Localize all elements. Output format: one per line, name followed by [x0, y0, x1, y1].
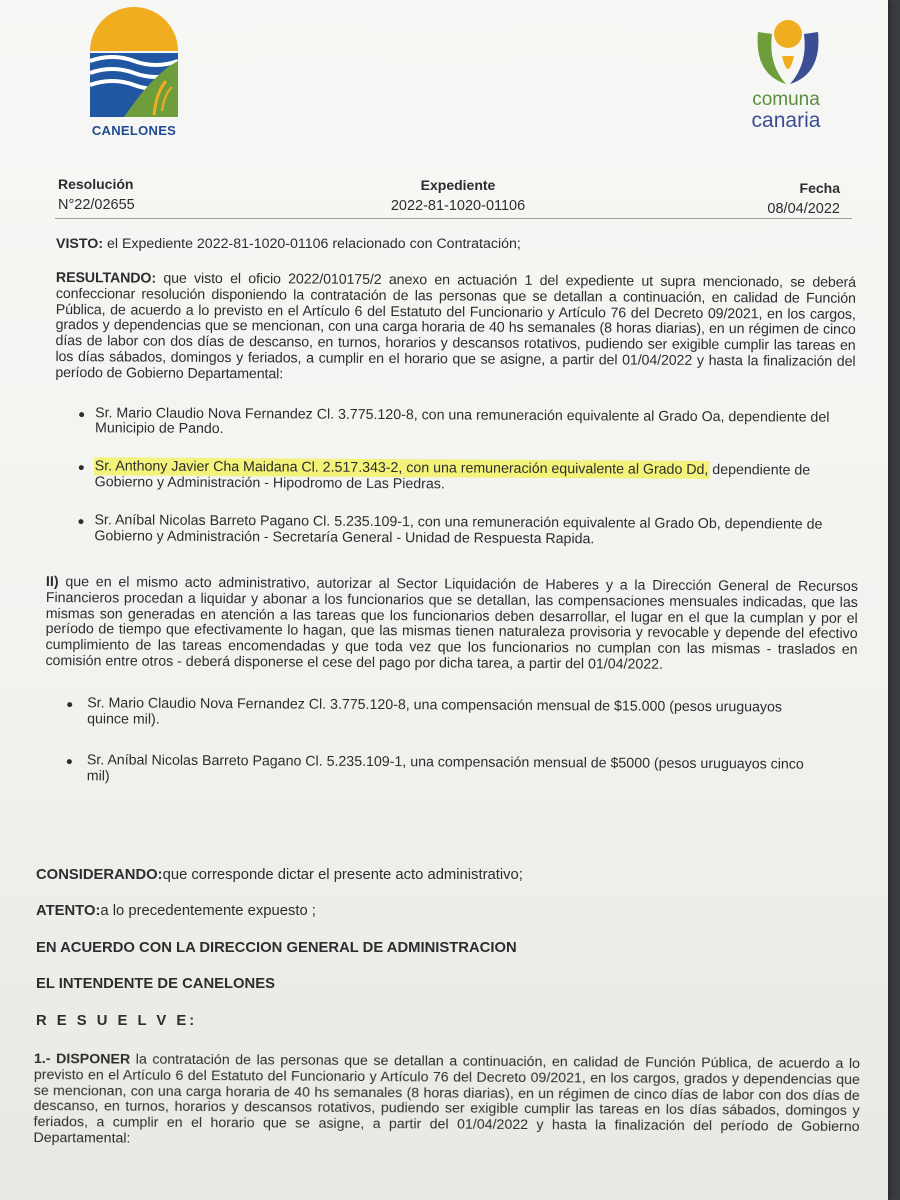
bullet-icon — [67, 702, 72, 707]
atento-line — [36, 904, 856, 920]
visto-label: VISTO: — [56, 236, 104, 252]
expediente-label: Expediente — [420, 177, 496, 193]
list-item — [45, 753, 857, 790]
canelones-logo — [84, 3, 184, 140]
bullet-icon — [79, 465, 84, 470]
resultando-label: RESULTANDO: — [55, 270, 157, 287]
canelones-logo-text: CANELONES — [91, 123, 177, 138]
resultando-paragraph — [55, 271, 856, 386]
intendente-heading: EL INTENDENTE DE CANELONES — [36, 976, 275, 993]
list-item-text: Sr. Mario Claudio Nova Fernandez Cl. 3.775.120-8, con una remuneración equivalente al Grado Oa, dependiente del Municipio de Pando. — [94, 404, 830, 438]
atento-label: ATENTO: — [36, 902, 101, 919]
header-divider — [55, 218, 852, 219]
disponer-text: la contratación de las personas que se detallan a continuación, en calidad de Función Pública, de acuerdo a lo previsto en el Artículo 6 del Estatuto del Funcionario y Artículo 76 del Decreto 09/2021, en los cargos, grados y dependencias que se mencionan, con una carga horaria de 40 hs semanales (8 horas diarias), en un régimen de cinco días de labor con dos días de descanso, en turnos, horarios y descansos rotativos, pudiendo ser exigible cumplir las tareas en los días sábados, domingos y feriados, a cumplir en el horario que se asigne, a partir del 01/04/2022 y hasta la finalización del período de Gobierno Departamental: — [33, 1051, 860, 1147]
list-item — [54, 513, 854, 549]
list-item-text: Sr. Aníbal Nicolas Barreto Pagano Cl. 5.235.109-1, una compensación mensual de $5000 (pesos uruguayos cinco mil) — [86, 752, 804, 785]
expediente-number: 2022-81-1020-01106 — [390, 197, 526, 214]
section-ii-text: que en el mismo acto administrativo, autorizar al Sector Liquidación de Haberes y a la Dirección General de Recursos Financieros procedan a liquidar y abonar a los funcionarios que se detallan, las compensaciones mensuales indicadas, que las mismas son generadas en atención a las tareas que los funcionarios deben desarrollar, el lugar en el que la cumplan y por el período de tiempo que efectivamente lo hagan, que las mismas tienen naturaleza provisoria y revocable y depende del efectivo cumplimiento de las tareas encomendadas y que toda vez que los funcionarios no cumplan con las mismas - traslados en comisión entre otros - deberá disponerse el cese del pago por dicha tarea, a partir del 01/04/2022. — [45, 574, 858, 673]
bullet-icon — [67, 760, 72, 765]
visto-text: el Expediente 2022-81-1020-01106 relacionado con Contratación; — [103, 236, 521, 252]
comuna-logo-line2: canaria — [751, 109, 821, 132]
resolucion-number: N°22/02655 — [58, 196, 135, 213]
resultando-section — [54, 271, 856, 549]
comuna-canaria-logo — [738, 12, 834, 137]
list-item — [45, 696, 857, 733]
highlighted-text: Sr. Anthony Javier Cha Maidana Cl. 2.517.343-2, con una remuneración equivalente al Grado Dd, — [94, 458, 709, 479]
list-item — [55, 459, 855, 495]
resuelve-heading: R E S U E L V E: — [36, 1013, 198, 1030]
comuna-canaria-emblem-icon — [738, 12, 834, 88]
resolucion-block — [58, 177, 258, 214]
list-item-text: Sr. Aníbal Nicolas Barreto Pagano Cl. 5.235.109-1, con una remuneración equivalente al Grado Ob, dependiente de Gobierno y Administración - Secretaría General - Unidad de Respuesta Rapida. — [94, 512, 823, 547]
list-item-rest: dependiente de Gobierno y Administración - Hipodromo de Las Piedras. — [94, 462, 811, 493]
visto-paragraph — [56, 237, 856, 253]
list-item-text — [95, 459, 855, 495]
closing-section — [36, 868, 856, 1030]
canelones-emblem-icon — [84, 3, 184, 123]
considerando-label: CONSIDERANDO: — [36, 867, 163, 883]
list-item-text: Sr. Mario Claudio Nova Fernandez Cl. 3.775.120-8, una compensación mensual de $15.000 (pesos uruguayos quince mil). — [87, 695, 783, 728]
list-item — [55, 406, 855, 442]
expediente-block — [338, 178, 578, 215]
fecha-value: 08/04/2022 — [767, 200, 840, 217]
considerando-line — [36, 868, 856, 884]
resolucion-label: Resolución — [58, 176, 134, 192]
atento-text: a lo precedentemente expuesto ; — [100, 902, 316, 919]
bullet-icon — [79, 412, 84, 417]
section-ii-paragraph — [45, 575, 858, 675]
disponer-paragraph — [33, 1052, 860, 1152]
bullet-icon — [78, 519, 83, 524]
disponer-label: 1.- DISPONER — [33, 1051, 131, 1068]
comuna-logo-line1: comuna — [752, 89, 820, 110]
section-ii — [45, 575, 858, 790]
considerando-text: que corresponde dictar el presente acto administrativo; — [162, 867, 523, 883]
fecha-block — [660, 181, 840, 218]
fecha-label: Fecha — [799, 180, 840, 196]
resultando-text: que visto el oficio 2022/010175/2 anexo en actuación 1 del expediente ut supra mencionado, se deberá confeccionar resolución disponiendo la contratación de las personas que se detallan a continuación, en calidad de Función Pública, de acuerdo a lo previsto en el Artículo 6 del Estatuto del Funcionario y Artículo 76 del Decreto 09/2021, en los cargos, grados y dependencias que se mencionan, con una carga horaria de 40 hs semanales (8 horas diarias), en un régimen de cinco días de labor con dos días de descanso, en turnos, horarios y descansos rotativos, pudiendo ser exigible cumplir las tareas en los días sábados, domingos y feriados, a cumplir en el horario que se asigne, a partir del 01/04/2022 y hasta la finalización del período de Gobierno Departamental: — [55, 270, 856, 383]
section-ii-label: II) — [45, 574, 59, 591]
acuerdo-heading: EN ACUERDO CON LA DIRECCION GENERAL DE ADMINISTRACION — [36, 939, 517, 956]
